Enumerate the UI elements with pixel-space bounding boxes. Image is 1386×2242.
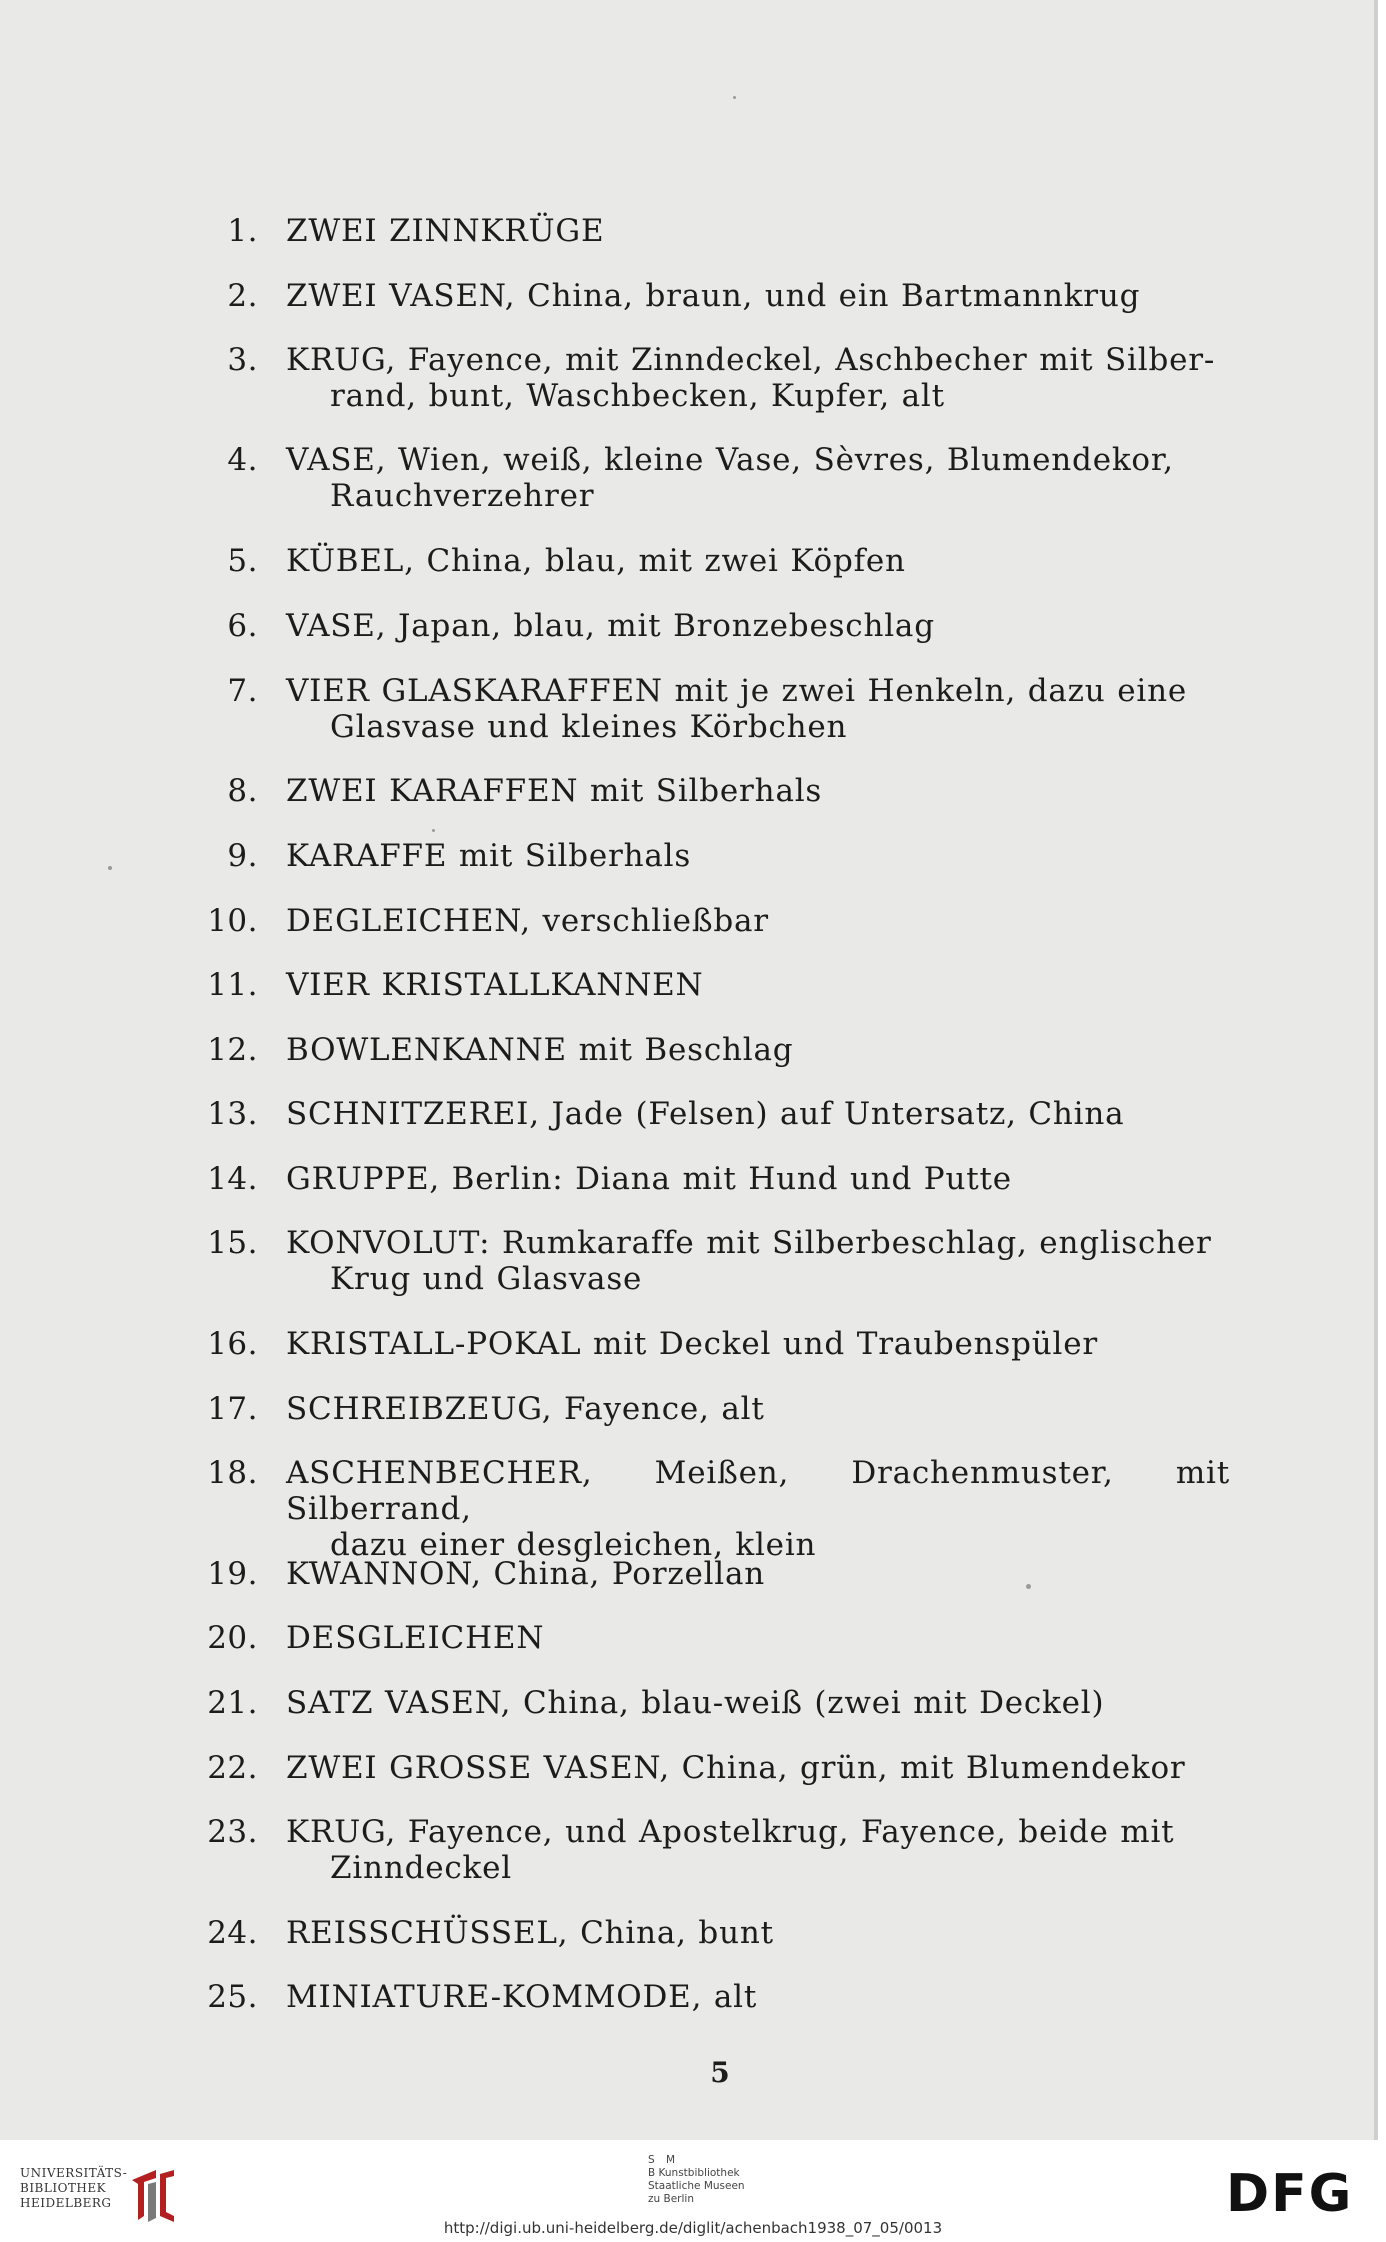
entry-number: 9.	[227, 838, 258, 874]
university-name-line: UNIVERSITÄTS-	[20, 2166, 128, 2180]
entry-number: 5.	[227, 543, 258, 579]
entry-text	[286, 1455, 1230, 1563]
entry-text-line-2: dazu einer desgleichen, klein	[330, 1527, 817, 1563]
entry-number: 15.	[207, 1225, 258, 1261]
entry-text-line-2: Rauchverzehrer	[330, 478, 595, 514]
entry-text: KÜBEL, China, blau, mit zwei Köpfen	[286, 543, 906, 579]
university-name-line: BIBLIOTHEK	[20, 2181, 107, 2195]
entry-number: 17.	[207, 1391, 258, 1427]
entry-number: 14.	[207, 1161, 258, 1197]
entry-text-line-1: VIER GLASKARAFFEN mit je zwei Henkeln, dazu eine	[286, 673, 1188, 709]
university-name-line: HEIDELBERG	[20, 2196, 112, 2210]
entry-text	[286, 442, 1230, 514]
entry-number: 7.	[227, 673, 258, 709]
entry-number: 18.	[207, 1455, 258, 1491]
entry-text	[286, 673, 1230, 745]
entry-text: ZWEI KARAFFEN mit Silberhals	[286, 773, 823, 809]
entry-text: ZWEI VASEN, China, braun, und ein Bartmannkrug	[286, 278, 1141, 314]
museum-stamp	[648, 2154, 788, 2206]
scan-speck	[1026, 1584, 1031, 1589]
entry-number: 8.	[227, 773, 258, 809]
stamp-line: Staatliche Museen	[648, 2180, 745, 2192]
entry-text-line-2: rand, bunt, Waschbecken, Kupfer, alt	[330, 378, 945, 414]
entry-text: KWANNON, China, Porzellan	[286, 1556, 766, 1592]
entry-number: 24.	[207, 1915, 258, 1951]
entry-number: 12.	[207, 1032, 258, 1068]
page-number: 5	[710, 2056, 730, 2089]
entry-number: 13.	[207, 1096, 258, 1132]
entry-text: KRISTALL-POKAL mit Deckel und Traubenspüler	[286, 1326, 1099, 1362]
entry-text: DEGLEICHEN, verschließbar	[286, 903, 769, 939]
entry-text: SATZ VASEN, China, blau-weiß (zwei mit Deckel)	[286, 1685, 1105, 1721]
stamp-line: B Kunstbibliothek	[648, 2167, 740, 2179]
entry-text: SCHREIBZEUG, Fayence, alt	[286, 1391, 765, 1427]
university-emblem-icon	[126, 2166, 180, 2226]
entry-text-line-1: KRUG, Fayence, und Apostelkrug, Fayence, beide mit	[286, 1814, 1175, 1850]
entry-number: 22.	[207, 1750, 258, 1786]
entry-text: ZWEI ZINNKRÜGE	[286, 213, 605, 249]
entry-text-line-2: Krug und Glasvase	[330, 1261, 643, 1297]
entry-text: DESGLEICHEN	[286, 1620, 545, 1656]
entry-text: VASE, Japan, blau, mit Bronzebeschlag	[286, 608, 935, 644]
entry-text-line-2: Glasvase und kleines Körbchen	[330, 709, 848, 745]
entry-number: 6.	[227, 608, 258, 644]
entry-number: 4.	[227, 442, 258, 478]
entry-number: 23.	[207, 1814, 258, 1850]
entry-text-line-1: ASCHENBECHER, Meißen, Drachenmuster, mit Silberrand,	[286, 1455, 1230, 1527]
dfg-logo[interactable]: DFG	[1226, 2164, 1354, 2224]
entry-number: 2.	[227, 278, 258, 314]
entry-text: SCHNITZEREI, Jade (Felsen) auf Untersatz, China	[286, 1096, 1125, 1132]
university-name	[20, 2166, 128, 2211]
entry-text-line-1: KONVOLUT: Rumkaraffe mit Silberbeschlag, englischer	[286, 1225, 1212, 1261]
entry-number: 25.	[207, 1979, 258, 2015]
entry-text: REISSCHÜSSEL, China, bunt	[286, 1915, 774, 1951]
entry-text-line-1: KRUG, Fayence, mit Zinndeckel, Aschbecher mit Silber-	[286, 342, 1216, 378]
university-library-logo[interactable]	[20, 2166, 180, 2226]
entry-number: 19.	[207, 1556, 258, 1592]
entry-number: 11.	[207, 967, 258, 1003]
entry-text-line-2: Zinndeckel	[330, 1850, 512, 1886]
scan-speck	[733, 96, 736, 99]
entry-text: MINIATURE-KOMMODE, alt	[286, 1979, 758, 2015]
entry-text	[286, 1225, 1230, 1297]
entry-number: 16.	[207, 1326, 258, 1362]
entry-text: BOWLENKANNE mit Beschlag	[286, 1032, 794, 1068]
stamp-line: zu Berlin	[648, 2193, 694, 2205]
entry-number: 21.	[207, 1685, 258, 1721]
stamp-line: S M	[648, 2154, 680, 2166]
entry-number: 20.	[207, 1620, 258, 1656]
entry-text: VIER KRISTALLKANNEN	[286, 967, 704, 1003]
entry-text-line-1: VASE, Wien, weiß, kleine Vase, Sèvres, Blumendekor,	[286, 442, 1174, 478]
footer	[0, 2146, 1386, 2242]
entry-text: KARAFFE mit Silberhals	[286, 838, 692, 874]
scan-speck	[108, 866, 112, 870]
entry-text	[286, 342, 1230, 414]
source-url-link[interactable]: http://digi.ub.uni-heidelberg.de/diglit/achenbach1938_07_05/0013	[443, 2219, 943, 2237]
entry-text: GRUPPE, Berlin: Diana mit Hund und Putte	[286, 1161, 1012, 1197]
entry-text	[286, 1814, 1230, 1886]
scan-speck	[432, 829, 435, 832]
entry-text: ZWEI GROSSE VASEN, China, grün, mit Blumendekor	[286, 1750, 1186, 1786]
entry-number: 3.	[227, 342, 258, 378]
entry-number: 1.	[227, 213, 258, 249]
entry-number: 10.	[207, 903, 258, 939]
